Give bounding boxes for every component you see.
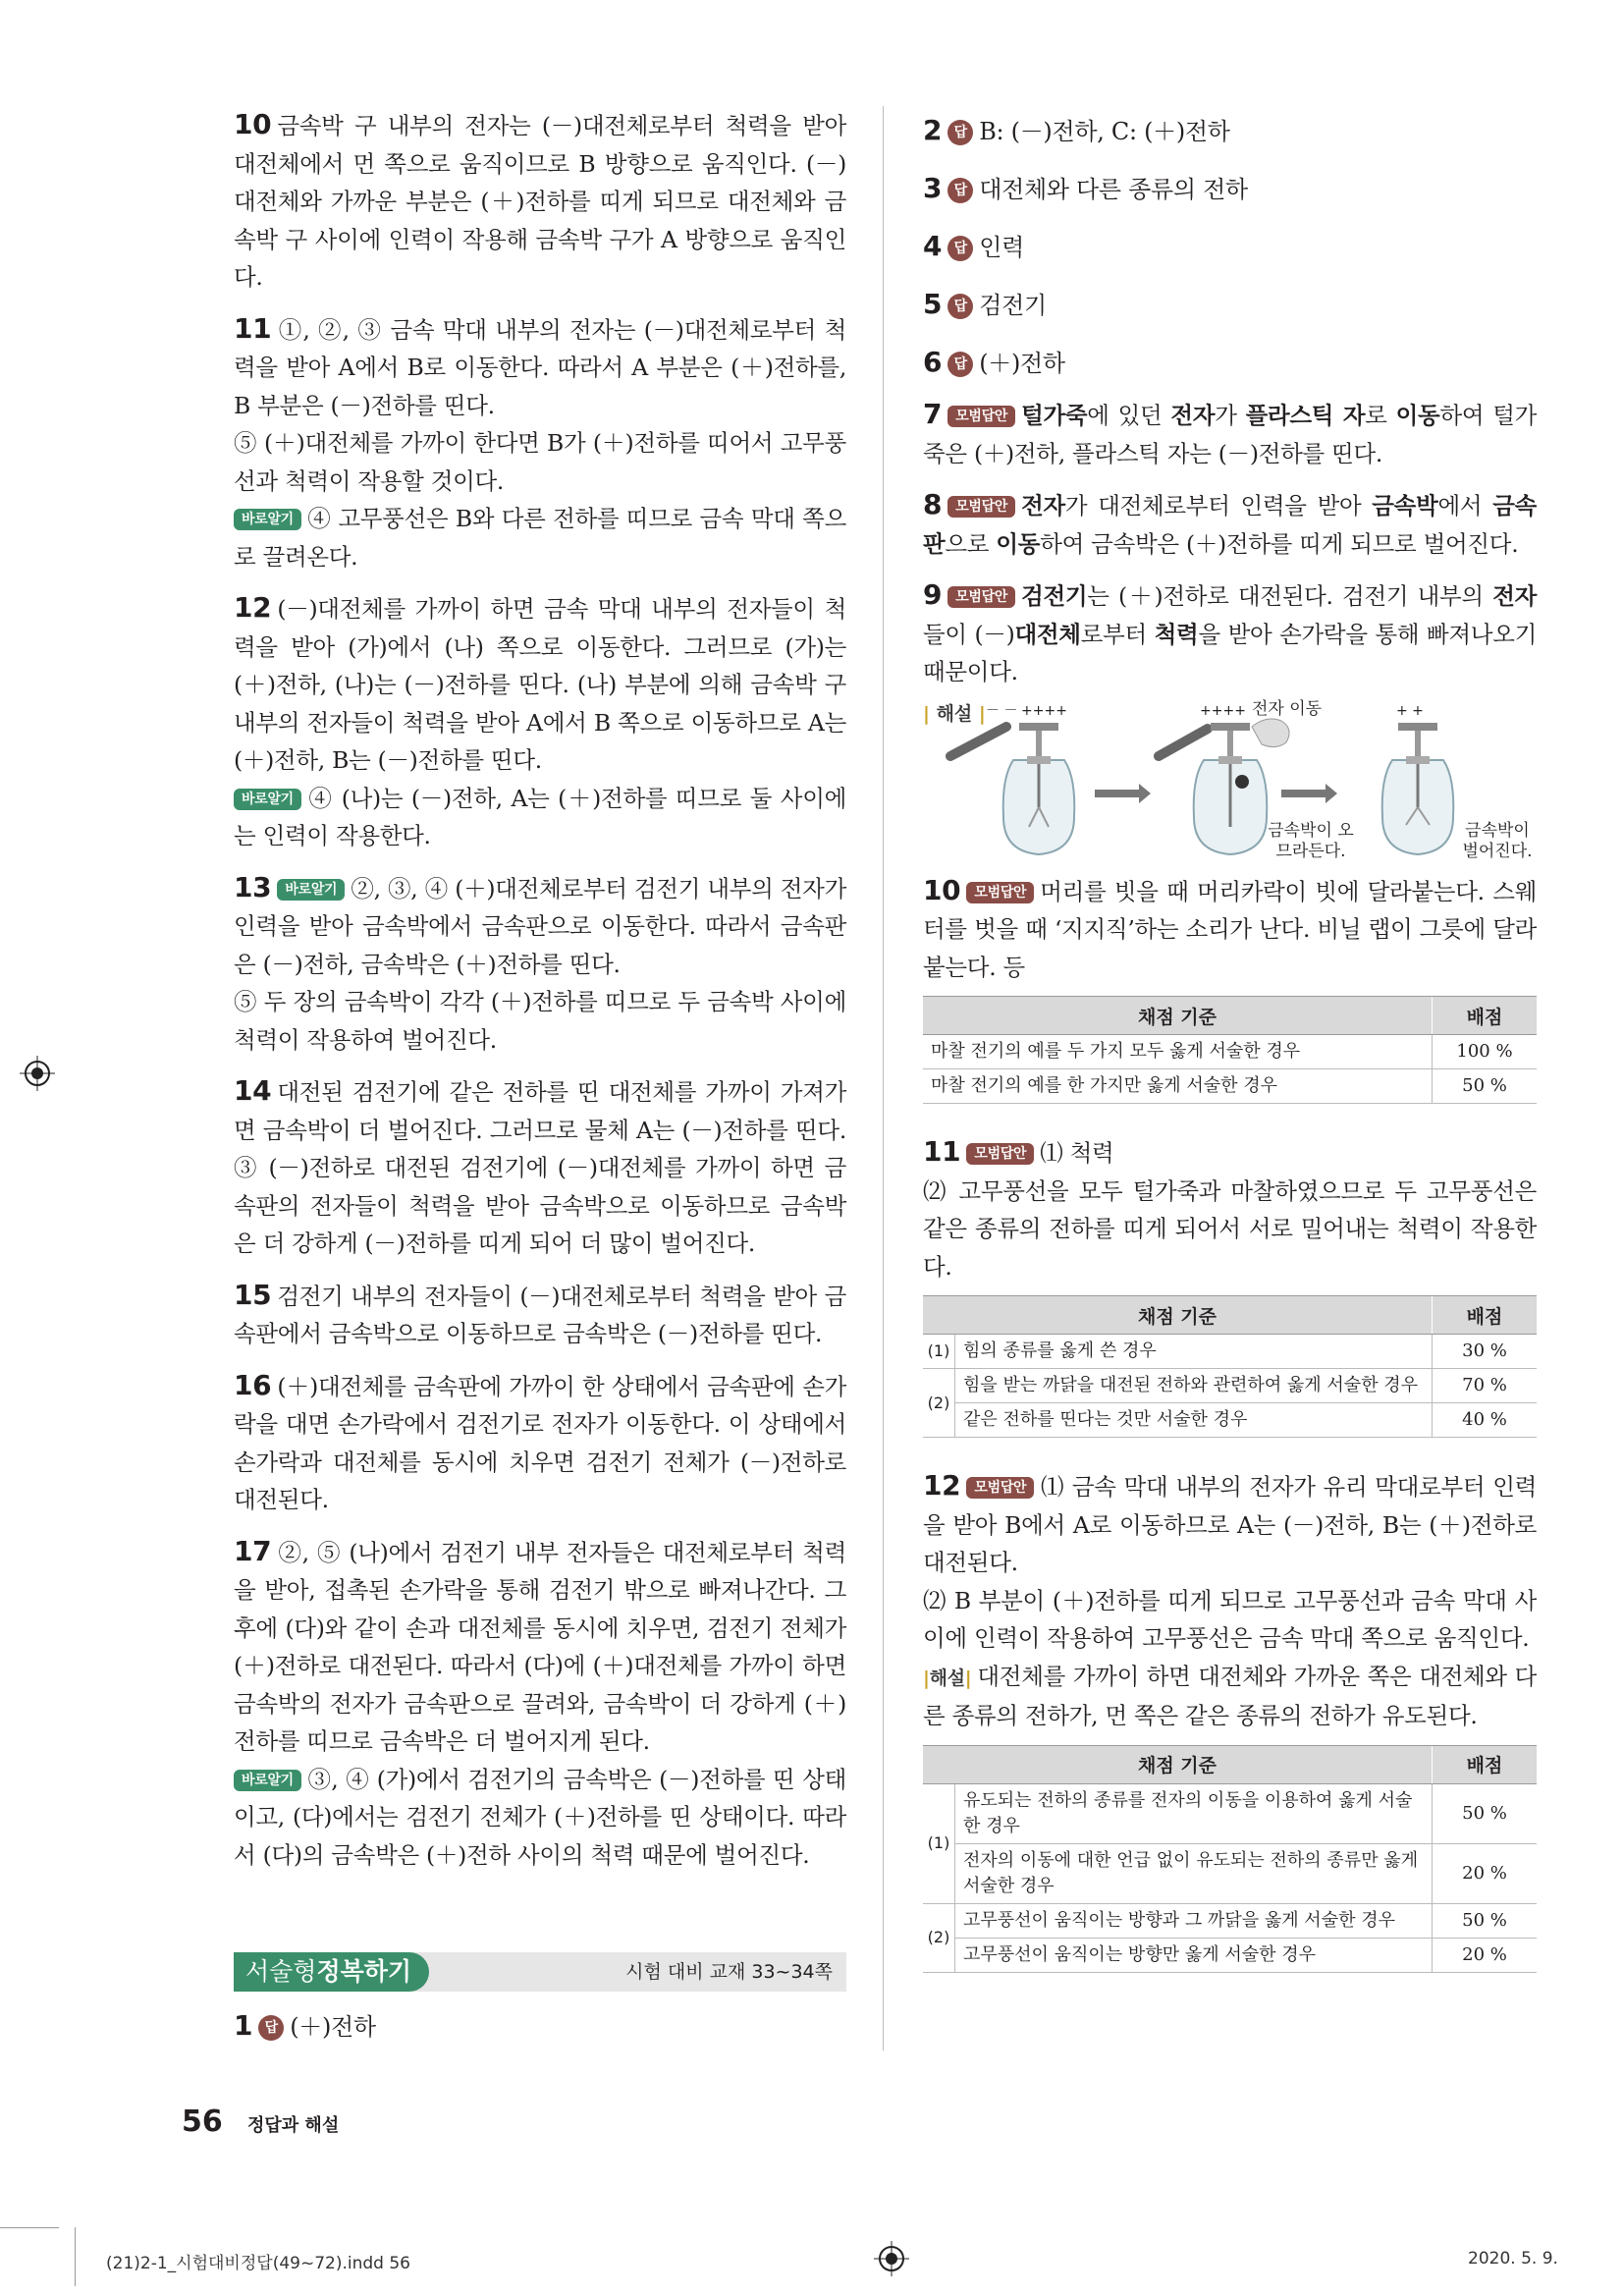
table-row: (2) 힘을 받는 까닭을 대전된 전하와 관련하여 옳게 서술한 경우 70 % [923, 1369, 1537, 1403]
explanation-label: | 해설 | [923, 702, 986, 725]
answer-11: 11 ①, ②, ③ 금속 막대 내부의 전자는 (－)대전체로부터 척력을 받아 A에서 B로 이동한다. 따라서 A 부분은 (＋)전하를, B 부분은 (－)전하를 띤다. [234, 311, 846, 419]
finger-icon [1252, 719, 1289, 747]
crop-mark [75, 2227, 76, 2286]
print-date: 2020. 5. 9. [1468, 2249, 1558, 2269]
column-divider [883, 106, 884, 2050]
scoring-table-12: 채점 기준 배점 (1) 유도되는 전하의 종류를 전자의 이동을 이용하여 옳게 서술한 경우 50 % 전자의 이동에 대한 언급 없이 유도되는 전하의 종류만 옳게 서술한 경우 20 % (2) 고무풍선이 움직이는 방향과 그 까닭을 옳게 서술한 경우 50 % 고무풍선이 움직이는 방향만 옳게 서술한 경우 20 % [923, 1745, 1537, 1973]
answer-16: 16 (＋)대전체를 금속판에 가까이 한 상태에서 금속판에 손가락을 대면 손가락에서 검전기로 전자가 이동한다. 이 상태에서 손가락과 대전체를 동시에 치우면 검전기 전체가 (－)전하로 대전된다. [234, 1368, 846, 1513]
written-answer-1: 1 답 (＋)전하 [234, 2009, 376, 2042]
written-answer-10: 10 모범답안 머리를 빗을 때 머리카락이 빗에 달라붙는다. 스웨터를 벗을 때 ‘지지직’하는 소리가 난다. 비닐 랩이 그릇에 달라붙는다. 등 [923, 873, 1537, 981]
registration-mark-icon [20, 1056, 55, 1091]
section-header [234, 1952, 846, 1992]
table-row: (1) 힘의 종류를 옳게 쓴 경우 30 % [923, 1335, 1537, 1369]
fig-label-electron-move: 전자 이동 [1252, 698, 1323, 719]
model-answer-badge: 모범답안 [966, 1477, 1034, 1499]
written-answer-7: 7 모범답안 털가죽에 있던 전자가 플라스틱 자로 이동하여 털가죽은 (＋)전하, 플라스틱 자는 (－)전하를 띤다. [923, 398, 1537, 467]
table-row: 마찰 전기의 예를 두 가지 모두 옳게 서술한 경우 100 % [923, 1035, 1537, 1069]
explanation-label: |해설| [923, 1667, 972, 1689]
answer-10: 10 금속박 구 내부의 전자는 (－)대전체로부터 척력을 받아 대전체에서 먼 쪽으로 움직이므로 B 방향으로 움직인다. (－)대전체와 가까운 부분은 (＋)전하를 띠게 되므로 대전체와 금속박 구 사이에 인력이 작용해 금속박 구가 A 방향으로 움직인다. [234, 108, 846, 291]
crop-mark [0, 2227, 59, 2228]
answer-badge: 답 [947, 294, 973, 319]
answer-15: 15 검전기 내부의 전자들이 (－)대전체로부터 척력을 받아 금속판에서 금속박으로 이동하므로 금속박은 (－)전하를 띤다. [234, 1278, 846, 1347]
scoring-table-11: 채점 기준 배점 (1) 힘의 종류를 옳게 쓴 경우 30 % (2) 힘을 받는 까닭을 대전된 전하와 관련하여 옳게 서술한 경우 70 % 같은 전하를 띤다는 것만 서술한 경우 40 % [923, 1295, 1537, 1438]
arrow-right-icon [1095, 784, 1151, 803]
section-reference: 시험 대비 교재 33~34쪽 [625, 1961, 833, 1983]
written-answer-8: 8 모범답안 전자가 대전체로부터 인력을 받아 금속박에서 금속판으로 이동하여 금속박은 (＋)전하를 띠게 되므로 벌어진다. [923, 488, 1537, 558]
correction-badge: 바로알기 [234, 509, 301, 530]
model-answer-badge: 모범답안 [966, 1143, 1034, 1165]
correction-badge: 바로알기 [277, 879, 345, 901]
model-answer-badge: 모범답안 [947, 586, 1015, 608]
registration-mark-icon [874, 2241, 909, 2276]
right-column: 2 답 B: (－)전하, C: (＋)전하 3 답 대전체와 다른 종류의 전하 4 답 인력 5 답 검전기 6 답 (＋)전하 7 모범답안 털가죽에 있던 전자가 플라스틱 자로 이동하여 털가죽은 (＋)전하, 플라스틱 자는 (－)전하를 띤다. 8 모범답안 전자가 대전체로부터 인력을 받아 금속박에서 금속판으로 이동하여 금속박은 (＋)전하를 띠게 되므로 벌어진다. 9 모범답안 검전기는 (＋)전하로 대전된다. 검전기 내부의 전자들이 (－)대전체로부터 척력을 받아 손가락을 통해 빠져나오기 때문이다. | 해설 | － － ++++ ++++ + + 전자 이동 금속박이 오므라든다. 금속박이 벌어진다. 10 모범답안 머리를 빗을 때 머리카락이 빗에 달라붙는다. 스웨터를 벗을 때 ‘지지직’하는 소리가 난다. 비닐 랩이 그릇에 달라붙는다. 등 채점 기준 배점 마찰 전기의 예를 두 가지 모두 옳게 서술한 경우 100 % 마찰 전기의 예를 한 가지만 옳게 서술한 경우 50 % 11 모범답안 ⑴ 척력 ⑵ 고무풍선을 모두 털가죽과 마찰하였으므로 두 고무풍선은 같은 종류의 전하를 띠게 되어서 서로 밀어내는 척력이 작용한다. 채점 기준 배점 (1) 힘의 종류를 옳게 쓴 경우 30 % (2) 힘을 받는 까닭을 대전된 전하와 관련하여 옳게 서술한 경우 70 % 같은 전하를 띤다는 것만 서술한 경우 40 % 12 모범답안 ⑴ 금속 막대 내부의 전자가 유리 막대로부터 인력을 받아 B에서 A로 이동하므로 A는 (－)전하, B는 (＋)전하로 대전된다. ⑵ B 부분이 (＋)전하를 띠게 되므로 고무풍선과 금속 막대 사이에 인력이 작용하여 고무풍선은 금속 막대 쪽으로 움직인다. |해설| 대전체를 가까이 하면 대전체와 가까운 쪽은 대전체와 다른 종류의 전하가, 먼 쪽은 같은 종류의 전하가 유도된다. 채점 기준 배점 (1) 유도되는 전하의 종류를 전자의 이동을 이용하여 옳게 서술한 경우 50 % 전자의 이동에 대한 언급 없이 유도되는 전하의 종류만 옳게 서술한 경우 20 % (2) 고무풍선이 움직이는 방향과 그 까닭을 옳게 서술한 경우 50 % 고무풍선이 움직이는 방향만 옳게 서술한 경우 20 % [923, 102, 1537, 1973]
table-row: (1) 유도되는 전하의 종류를 전자의 이동을 이용하여 옳게 서술한 경우 50 % [923, 1783, 1537, 1843]
fig-label-foil-closed: 금속박이 오므라든다. [1268, 820, 1354, 861]
table-row: (2) 고무풍선이 움직이는 방향과 그 까닭을 옳게 서술한 경우 50 % [923, 1903, 1537, 1938]
model-answer-badge: 모범답안 [966, 882, 1034, 903]
model-answer-badge: 모범답안 [947, 406, 1015, 427]
answer-badge: 답 [947, 236, 973, 261]
answer-badge: 답 [947, 178, 973, 203]
left-column: 10 금속박 구 내부의 전자는 (－)대전체로부터 척력을 받아 대전체에서 먼 쪽으로 움직이므로 B 방향으로 움직인다. (－)대전체와 가까운 부분은 (＋)전하를 띠게 되므로 대전체와 금속박 구 사이에 인력이 작용해 금속박 구가 A 방향으로 움직인다. 11 ①, ②, ③ 금속 막대 내부의 전자는 (－)대전체로부터 척력을 받아 A에서 B로 이동한다. 따라서 A 부분은 (＋)전하를, B 부분은 (－)전하를 띤다. ⑤ (＋)대전체를 가까이 한다면 B가 (＋)전하를 띠어서 고무풍선과 척력이 작용할 것이다. 바로알기 ④ 고무풍선은 B와 다른 전하를 띠므로 금속 막대 쪽으로 끌려온다. 12 (－)대전체를 가까이 하면 금속 막대 내부의 전자들이 척력을 받아 (가)에서 (나) 쪽으로 이동한다. 그러므로 (가)는 (＋)전하, (나)는 (－)전하를 띤다. (나) 부분에 의해 금속박 구 내부의 전자들이 척력을 받아 A에서 B 쪽으로 이동하므로 A는 (＋)전하, B는 (－)전하를 띤다. 바로알기 ④ (나)는 (－)전하, A는 (＋)전하를 띠므로 둘 사이에는 인력이 작용한다. 13 바로알기 ②, ③, ④ (＋)대전체로부터 검전기 내부의 전자가 인력을 받아 금속박에서 금속판으로 이동한다. 따라서 금속판은 (－)전하, 금속박은 (＋)전하를 띤다. ⑤ 두 장의 금속박이 각각 (＋)전하를 띠므로 두 금속박 사이에 척력이 작용하여 벌어진다. 14 대전된 검전기에 같은 전하를 띤 대전체를 가까이 가져가면 금속박이 더 벌어진다. 그러므로 물체 A는 (－)전하를 띤다. ③ (－)전하로 대전된 검전기에 (－)대전체를 가까이 하면 금속판의 전자들이 척력을 받아 금속박으로 이동하므로 금속박은 더 강하게 (－)전하를 띠게 되어 더 많이 벌어진다. 15 검전기 내부의 전자들이 (－)대전체로부터 척력을 받아 금속판에서 금속박으로 이동하므로 금속박은 (－)전하를 띤다. 16 (＋)대전체를 금속판에 가까이 한 상태에서 금속판에 손가락을 대면 손가락에서 검전기로 전자가 이동한다. 이 상태에서 손가락과 대전체를 동시에 치우면 검전기 전체가 (－)전하로 대전된다. 17 ②, ⑤ (나)에서 검전기 내부 전자들은 대전체로부터 척력을 받아, 접촉된 손가락을 통해 검전기 밖으로 빠져나간다. 그 후에 (다)와 같이 손과 대전체를 동시에 치우면, 검전기 전체가 (＋)전하로 대전된다. 따라서 (다)에 (＋)대전체를 가까이 하면 금속박의 전자가 금속판으로 끌려와, 금속박이 더 강하게 (＋)전하를 띠므로 금속박은 더 벌어지게 된다. 바로알기 ③, ④ (가)에서 검전기의 금속박은 (－)전하를 띤 상태이고, (다)에서는 검전기 전체가 (＋)전하를 띤 상태이다. 따라서 (다)의 금속박은 (＋)전하 사이의 척력 때문에 벌어진다. 서술형정복하기 시험 대비 교재 33~34쪽 1 답 (＋)전하 [234, 106, 846, 2055]
written-answer-4: 4 답 인력 [923, 230, 1024, 262]
page-number: 56 [182, 2105, 223, 2139]
model-answer-badge: 모범답안 [947, 496, 1015, 518]
table-row: 고무풍선이 움직이는 방향만 옳게 서술한 경우 20 % [923, 1938, 1537, 1972]
correction-badge: 바로알기 [234, 1770, 301, 1791]
page-section-label: 정답과 해설 [247, 2115, 340, 2136]
written-answer-2: 2 답 B: (－)전하, C: (＋)전하 [923, 114, 1230, 146]
table-row: 마찰 전기의 예를 한 가지만 옳게 서술한 경우 50 % [923, 1069, 1537, 1104]
electroscope-icon [1194, 723, 1268, 854]
fig-label-foil-open: 금속박이 벌어진다. [1462, 820, 1533, 861]
file-slug: (21)2-1_시험대비정답(49~72).indd 56 [106, 2254, 410, 2273]
answer-badge: 답 [947, 120, 973, 145]
electroscope-figure: | 해설 | － － ++++ ++++ + + 전자 이동 금속박이 오므라든다. 금속박이 벌어진다. [923, 699, 1537, 866]
section-tag: 서술형정복하기 [234, 1952, 429, 1992]
electroscope-icon [1003, 723, 1075, 854]
answer-17: 17 ②, ⑤ (나)에서 검전기 내부 전자들은 대전체로부터 척력을 받아, 접촉된 손가락을 통해 검전기 밖으로 빠져나간다. 그 후에 (다)와 같이 손과 대전체를 동시에 치우면, 검전기 전체가 (＋)전하로 대전된다. 따라서 (다)에 (＋)대전체를 가까이 하면 금속박의 전자가 금속판으로 끌려와, 금속박이 더 강하게 (＋)전하를 띠므로 금속박은 더 벌어지게 된다. [234, 1534, 846, 1755]
answer-badge: 답 [258, 2015, 284, 2041]
answer-12: 12 (－)대전체를 가까이 하면 금속 막대 내부의 전자들이 척력을 받아 (가)에서 (나) 쪽으로 이동한다. 그러므로 (가)는 (＋)전하, (나)는 (－)전하를 띤다. (나) 부분에 의해 금속박 구 내부의 전자들이 척력을 받아 A에서 B 쪽으로 이동하므로 A는 (＋)전하, B는 (－)전하를 띤다. [234, 591, 846, 774]
written-answer-6: 6 답 (＋)전하 [923, 346, 1065, 378]
table-row: 같은 전하를 띤다는 것만 서술한 경우 40 % [923, 1403, 1537, 1438]
answer-13: 13 바로알기 ②, ③, ④ (＋)대전체로부터 검전기 내부의 전자가 인력을 받아 금속박에서 금속판으로 이동한다. 따라서 금속판은 (－)전하, 금속박은 (＋)전하를 띤다. [234, 870, 846, 978]
electroscope-diagram [923, 699, 1537, 866]
table-row: 전자의 이동에 대한 언급 없이 유도되는 전하의 종류만 옳게 서술한 경우 20 % [923, 1843, 1537, 1903]
answer-badge: 답 [947, 352, 973, 377]
written-answer-3: 3 답 대전체와 다른 종류의 전하 [923, 172, 1248, 204]
answer-14: 14 대전된 검전기에 같은 전하를 띤 대전체를 가까이 가져가면 금속박이 더 벌어진다. 그러므로 물체 A는 (－)전하를 띤다. ③ (－)전하로 대전된 검전기에 (－)대전체를 가까이 하면 금속판의 전자들이 척력을 받아 금속박으로 이동하므로 금속박은 더 강하게 (－)전하를 띠게 되어 더 많이 벌어진다. [234, 1074, 846, 1257]
written-answer-12: 12 모범답안 ⑴ 금속 막대 내부의 전자가 유리 막대로부터 인력을 받아 B에서 A로 이동하므로 A는 (－)전하, B는 (＋)전하로 대전된다. [923, 1469, 1537, 1576]
charged-rod-icon [1159, 729, 1208, 756]
scoring-table-10: 채점 기준 배점 마찰 전기의 예를 두 가지 모두 옳게 서술한 경우 100 % 마찰 전기의 예를 한 가지만 옳게 서술한 경우 50 % [923, 996, 1537, 1104]
charged-rod-icon [950, 727, 1006, 756]
written-answer-5: 5 답 검전기 [923, 288, 1047, 320]
correction-badge: 바로알기 [234, 789, 301, 810]
written-answer-11: 11 모범답안 ⑴ 척력 [923, 1135, 1114, 1168]
arrow-right-icon [1281, 784, 1337, 803]
electroscope-icon [1382, 723, 1454, 854]
written-answer-9: 9 모범답안 검전기는 (＋)전하로 대전된다. 검전기 내부의 전자들이 (－)대전체로부터 척력을 받아 손가락을 통해 빠져나오기 때문이다. [923, 578, 1538, 685]
